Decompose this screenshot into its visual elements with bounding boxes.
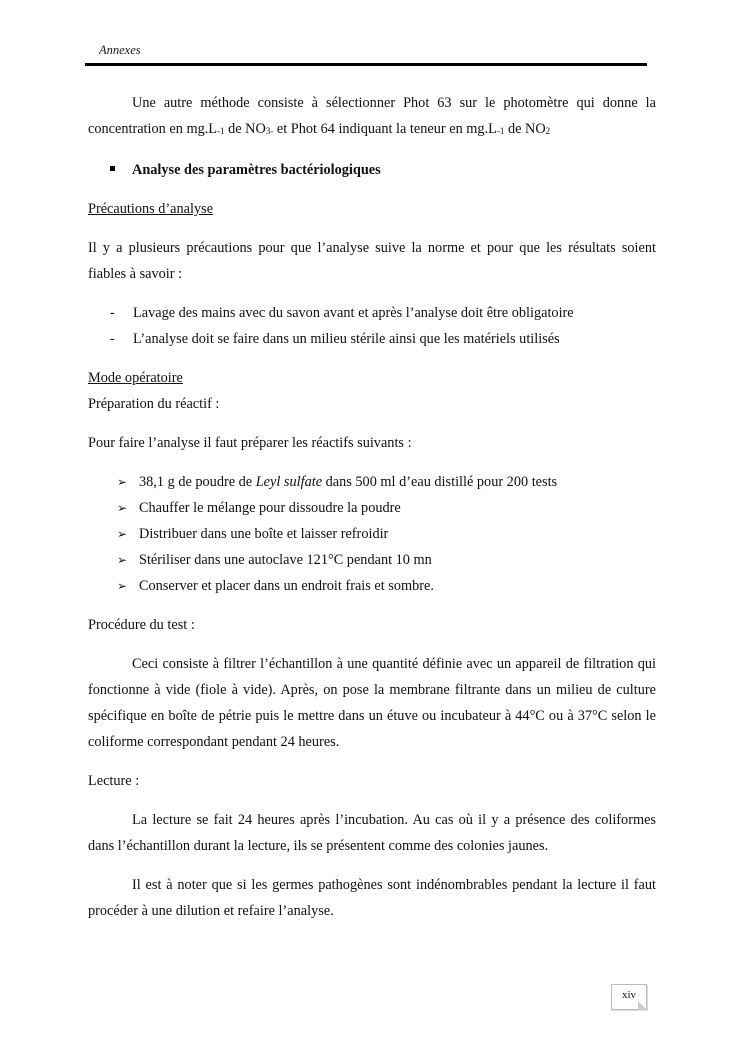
arrow-bullet-icon: ➢	[117, 579, 128, 593]
dash-bullet-icon: -	[110, 305, 115, 321]
prep-title: Préparation du réactif :	[88, 396, 220, 412]
arrow-bullet-icon: ➢	[117, 553, 128, 567]
intro-sub: 2	[545, 126, 551, 136]
page-header: Annexes	[99, 43, 141, 57]
precautions-text: Il y a plusieurs précautions pour que l’analyse suive la norme et pour que les résultats soient fiables à savoir :	[88, 240, 656, 282]
list-item-text: Stériliser dans une autoclave 121°C pendant 10 mn	[139, 552, 432, 568]
list-item	[88, 469, 656, 495]
arrow-bullet-icon: ➢	[117, 501, 128, 515]
list-item-text: Chauffer le mélange pour dissoudre la poudre	[139, 500, 401, 516]
section-heading	[110, 157, 656, 183]
list-item	[88, 326, 656, 352]
arrow-bullet-icon: ➢	[117, 475, 128, 489]
section-heading-text: Analyse des paramètres bactériologiques	[132, 162, 381, 178]
intro-text: et Phot 64 indiquant la teneur en mg.L	[273, 121, 497, 137]
intro-sub: 3-	[265, 126, 274, 136]
list-item-text: Lavage des mains avec du savon avant et après l’analyse doit être obligatoire	[133, 305, 574, 321]
step-text: dans 500 ml d’eau distillé pour 200 tests	[322, 474, 558, 490]
steps-list	[88, 469, 656, 599]
list-item	[88, 521, 656, 547]
page-fold-icon	[638, 1001, 647, 1010]
list-item-text: L’analyse doit se faire dans un milieu stérile ainsi que les matériels utilisés	[133, 331, 560, 347]
page-content	[88, 90, 656, 924]
lecture-text-2: Il est à noter que si les germes pathogènes sont indénombrables pendant la lecture il faut procéder à une dilution et refaire l’analyse.	[88, 877, 656, 919]
step-text-italic: Leyl sulfate	[255, 474, 323, 490]
list-item-text: Distribuer dans une boîte et laisser refroidir	[139, 526, 389, 542]
intro-text: de NO	[504, 121, 546, 137]
list-item	[88, 495, 656, 521]
precautions-list	[88, 300, 656, 352]
step-text: 38,1 g de poudre de	[139, 474, 256, 490]
lecture-text-1: La lecture se fait 24 heures après l’incubation. Au cas où il y a présence des coliformes dans l’échantillon durant la lecture, ils se présentent comme des colonies jaunes.	[88, 812, 656, 854]
lecture-title: Lecture :	[88, 773, 140, 789]
proc-title: Procédure du test :	[88, 617, 195, 633]
page-number: xiv	[621, 989, 637, 1001]
dash-bullet-icon: -	[110, 331, 115, 347]
intro-sub: -1	[217, 126, 225, 136]
page-number-box	[611, 984, 647, 1010]
header-rule	[85, 63, 647, 66]
proc-text: Ceci consiste à filtrer l’échantillon à une quantité définie avec un appareil de filtration qui fonctionne à vide (fiole à vide). Après, on pose la membrane filtrante dans un milieu de culture spécifique en boîte de pétrie puis le mettre dans un étuve ou incubateur à 44°C ou à 37°C selon le coliforme correspondant pendant 24 heures.	[88, 656, 656, 750]
prep-intro: Pour faire l’analyse il faut préparer les réactifs suivants :	[88, 435, 412, 451]
list-item-text	[139, 469, 557, 495]
arrow-bullet-icon: ➢	[117, 527, 128, 541]
intro-text: Une autre méthode consiste à sélectionner Phot 63 sur le photomètre qui donne la concentration en mg.L	[88, 95, 656, 137]
list-item	[88, 547, 656, 573]
square-bullet-icon	[110, 166, 115, 171]
intro-sub: -1	[496, 126, 505, 136]
mode-title: Mode opératoire	[88, 370, 183, 386]
precautions-title: Précautions d’analyse	[88, 201, 214, 217]
list-item	[88, 300, 656, 326]
intro-paragraph	[88, 90, 656, 144]
list-item	[88, 573, 656, 599]
intro-text: de NO	[224, 121, 266, 137]
list-item-text: Conserver et placer dans un endroit frais et sombre.	[139, 578, 434, 594]
